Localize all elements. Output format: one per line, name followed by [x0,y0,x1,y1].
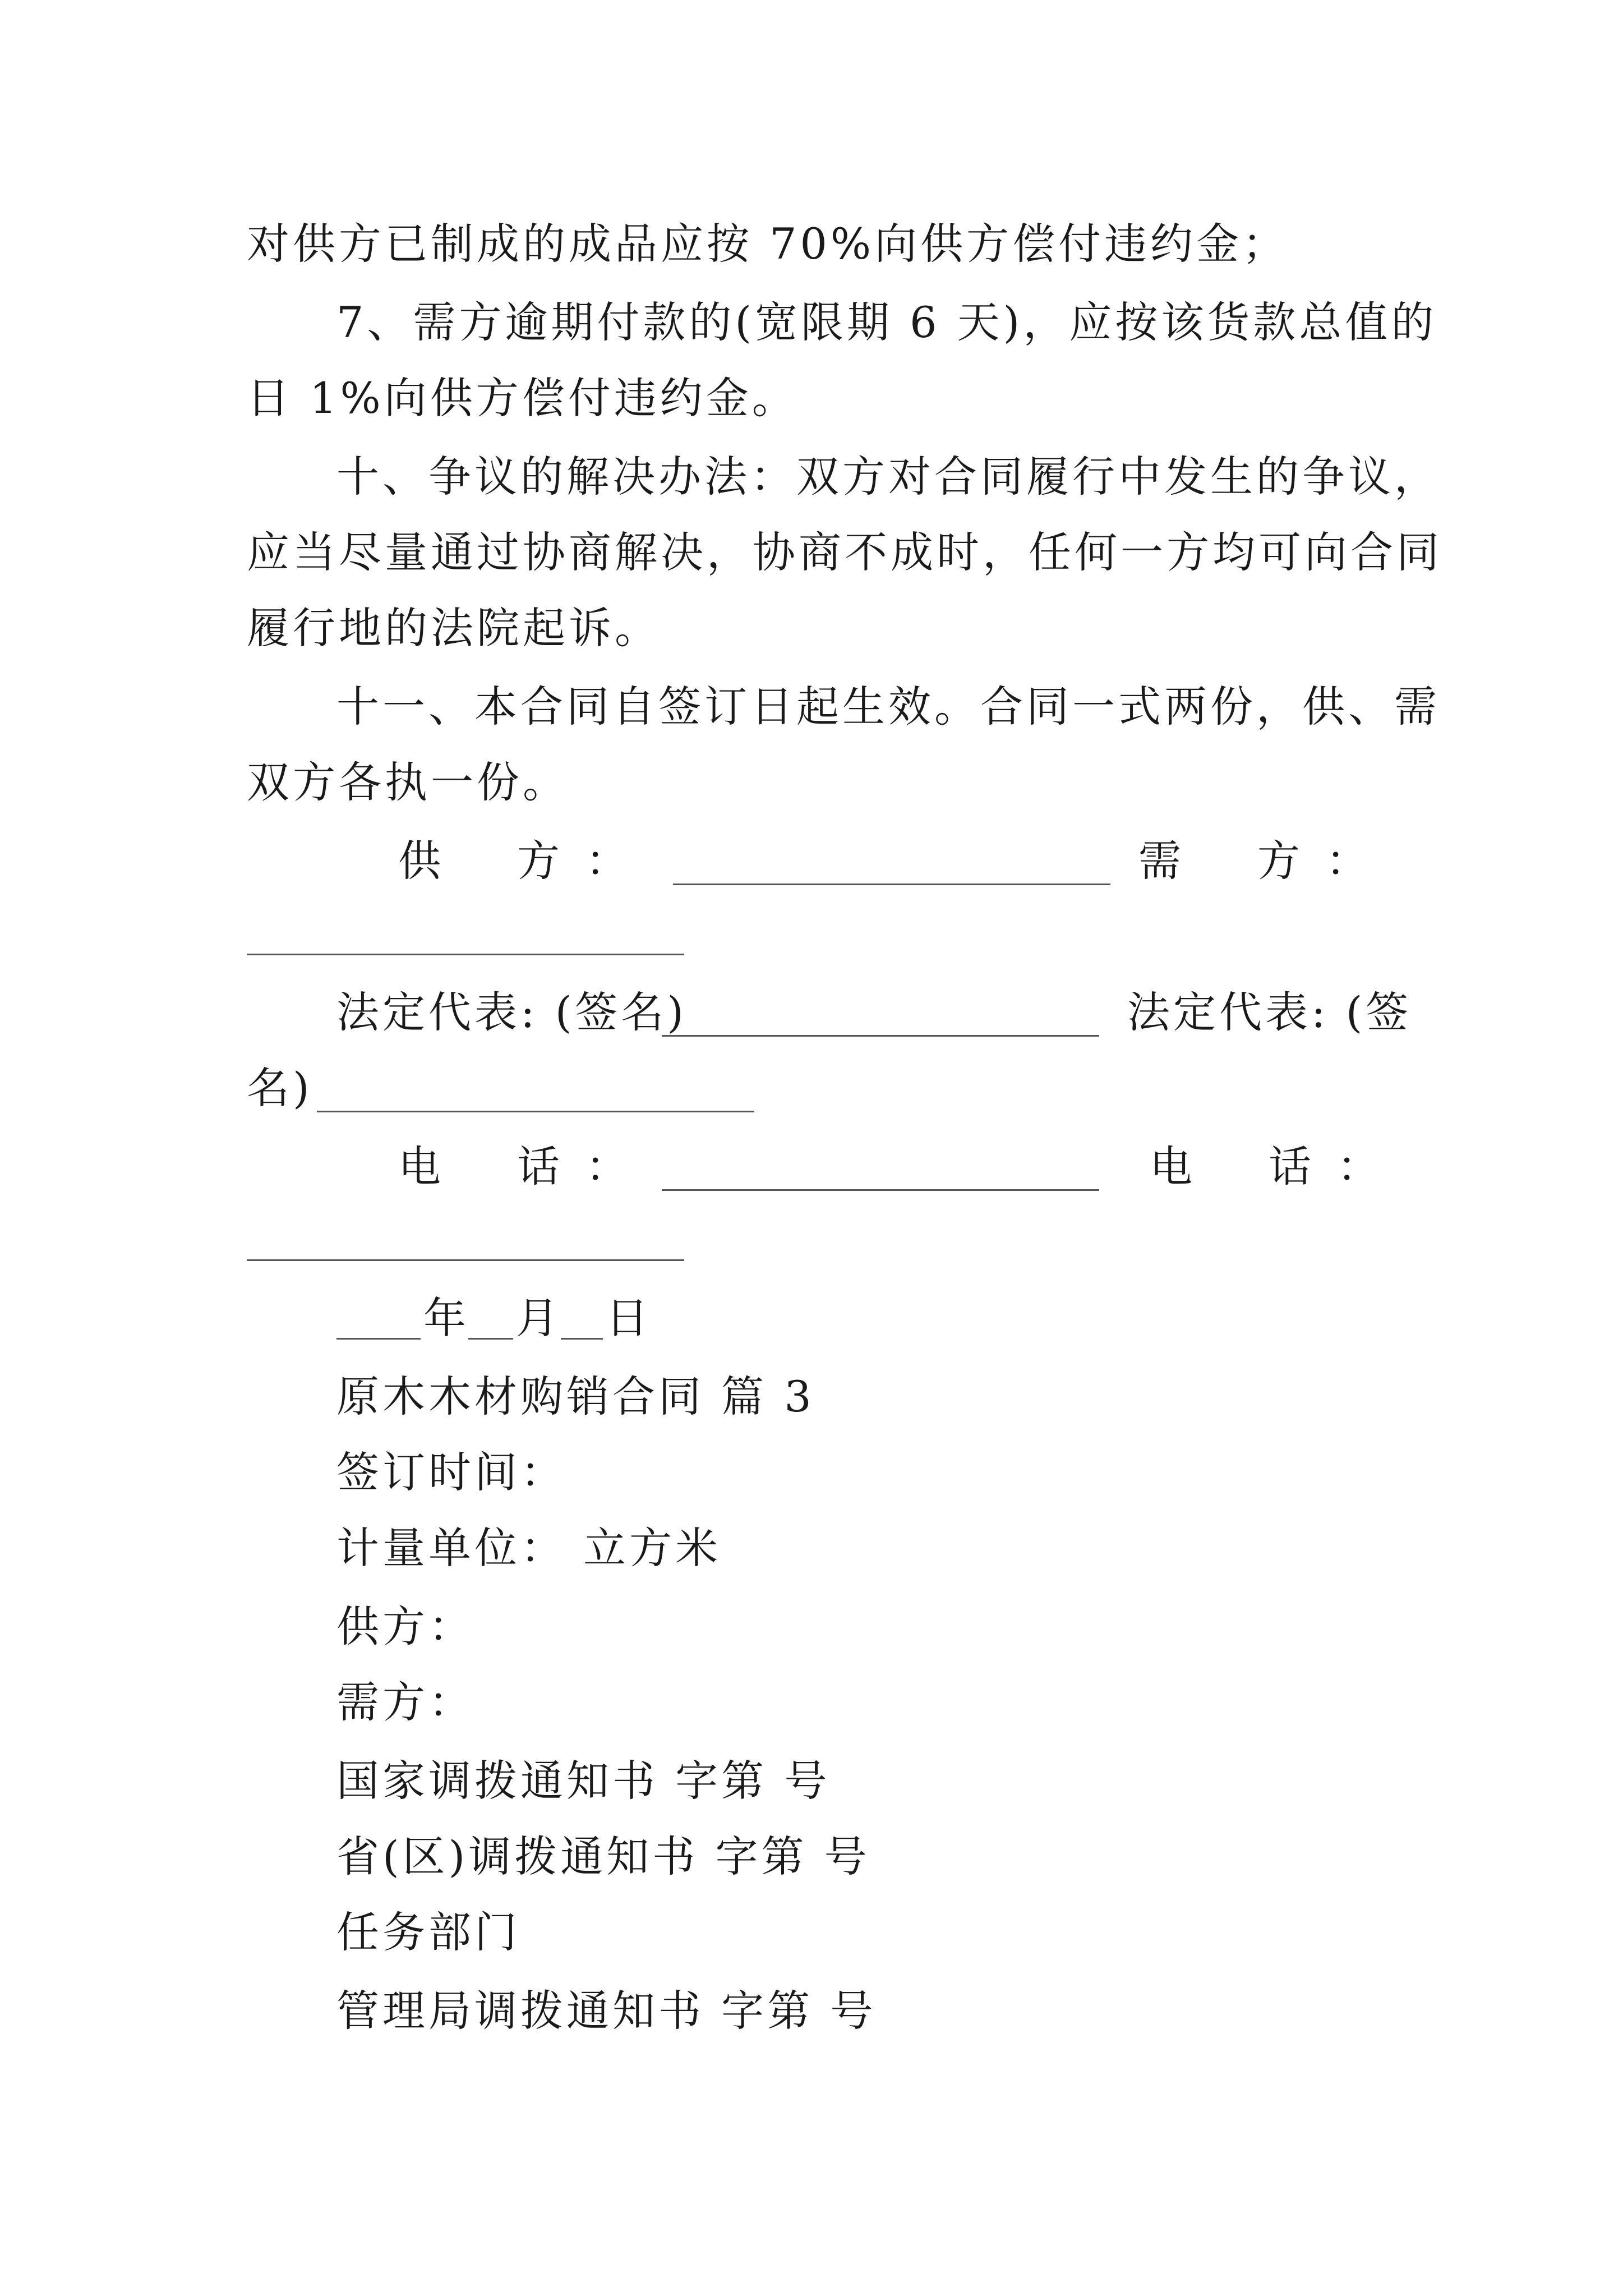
date-year-label: 年 [423,1293,469,1343]
text-line: 国家调拨通知书 字第 号 [336,1756,831,1806]
date-month-blank[interactable] [468,1338,513,1340]
colon: ： [585,1142,631,1191]
buyer-label-char: 方 [1257,836,1303,886]
date-day-blank[interactable] [561,1338,603,1340]
text-line: 省(区)调拨通知书 字第 号 [336,1832,870,1881]
buyer-label [1138,833,1372,889]
phone-label-char: 话 [517,1142,563,1191]
rep-label-buyer-wrap: 名) [247,1063,313,1113]
phone-supplier-line[interactable] [662,1189,1099,1191]
date-day-label: 日 [606,1293,652,1343]
date-month-label: 月 [516,1293,562,1343]
date-year-blank[interactable] [336,1338,421,1340]
phone-buyer-line[interactable] [247,1259,684,1261]
text-line: 计量单位： 立方米 [336,1523,722,1573]
phone-label-buyer [1150,1139,1383,1195]
buyer-label-char: 需 [1138,836,1184,886]
text-line: 十一、本合同自签订日起生效。合同一式两份，供、需 [336,682,1440,731]
text-line: 7、需方逾期付款的(宽限期 6 天)，应按该货款总值的 [336,297,1437,347]
text-line: 供方： [336,1602,474,1651]
colon: ： [1337,1142,1383,1191]
rep-supplier-signature-line[interactable] [662,1035,1099,1037]
colon: ： [585,836,631,886]
text-line: 对供方已制成的成品应按 70%向供方偿付违约金； [247,219,1289,269]
text-line: 任务部门 [336,1907,520,1957]
supplier-label-char: 方 [517,836,563,886]
text-line: 应当尽量通过协商解决，协商不成时，任何一方均可向合同 [247,527,1442,577]
supplier-label [398,833,631,889]
colon: ： [1326,836,1372,886]
text-line: 需方： [336,1677,474,1727]
phone-label-supplier [398,1139,631,1195]
text-line: 管理局调拨通知书 字第 号 [336,1986,877,2036]
text-line: 签订时间： [336,1447,566,1497]
phone-label-char: 电 [398,1142,444,1191]
supplier-signature-line[interactable] [673,884,1110,885]
rep-label-buyer: 法定代表: (签 [1127,987,1412,1037]
rep-buyer-signature-line[interactable] [317,1111,754,1112]
phone-label-char: 话 [1269,1142,1315,1191]
buyer-signature-line[interactable] [247,954,684,955]
rep-label-supplier: 法定代表: (签名) [336,987,688,1037]
text-line: 履行地的法院起诉。 [247,603,661,653]
text-line: 双方各执一份。 [247,757,569,807]
text-line: 日 1%向供方偿付违约金。 [247,373,798,423]
supplier-label-char: 供 [398,836,444,886]
section-title: 原木木材购销合同 篇 3 [336,1372,815,1421]
text-line: 十、争议的解决办法：双方对合同履行中发生的争议， [336,452,1440,501]
phone-label-char: 电 [1150,1142,1196,1191]
